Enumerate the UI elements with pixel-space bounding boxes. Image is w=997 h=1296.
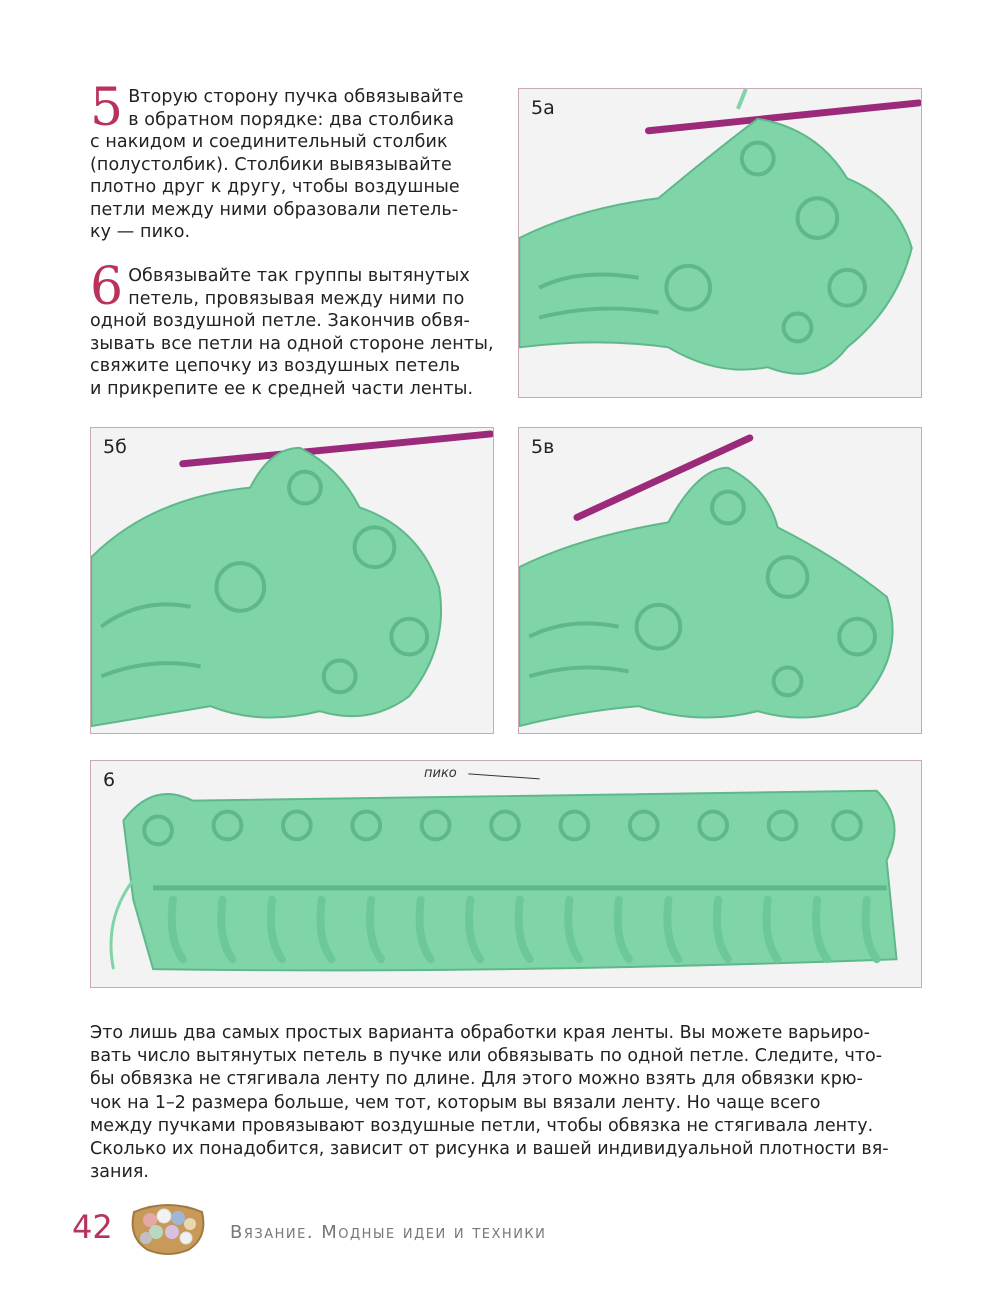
body-line-4: чок на 1–2 размера больше, чем тот, которым вы вязали ленту. Но чаще всего [90, 1092, 821, 1113]
step-5-line-3: с накидом и соединительный столбик [90, 132, 448, 152]
photo-5b [90, 427, 494, 734]
step-6-number: 6 [90, 257, 124, 317]
photo-5a [518, 88, 922, 398]
body-line-1: Это лишь два самых простых варианта обработки края ленты. Вы можете варьиро- [90, 1023, 870, 1043]
body-line-7: зания. [90, 1162, 149, 1183]
step-6-line-2: петель, провязывая между ними по [128, 288, 465, 309]
step-5 [90, 78, 500, 244]
photo-5v [518, 427, 922, 734]
step-5-line-5: плотно друг к другу, чтобы воздушные [90, 177, 460, 197]
step-6-line-4: зывать все петли на одной стороне ленты, [90, 333, 494, 354]
step-6-line-6: и прикрепите ее к средней части ленты. [90, 378, 474, 399]
photo-5b-label: 5б [103, 436, 127, 458]
step-6-line-1: Обвязывайте так группы вытянутых [128, 266, 470, 286]
photo-5a-label: 5а [531, 97, 555, 119]
body-paragraph [90, 1022, 920, 1184]
step-5-line-2: в обратном порядке: два столбика [128, 109, 455, 130]
body-line-6: Сколько их понадобится, зависит от рисунка и вашей индивидуальной плотности вя- [90, 1139, 889, 1160]
photo-6 [90, 760, 922, 988]
page-number: 42 [72, 1208, 113, 1246]
yarn-basket-icon [128, 1198, 208, 1256]
body-line-2: вать число вытянутых петель в пучке или обвязывать по одной петле. Следите, что- [90, 1046, 883, 1067]
book-title: Вязание. Модные идеи и техники [230, 1222, 547, 1243]
picot-label: пико [424, 766, 457, 781]
body-line-3: бы обвязка не стягивала ленту по длине. Для этого можно взять для обвязки крю- [90, 1069, 863, 1090]
step-6-line-5: свяжите цепочку из воздушных петель [90, 356, 461, 376]
step-6-line-3: одной воздушной петле. Закончив обвя- [90, 311, 470, 331]
step-5-line-6: петли между ними образовали петель- [90, 199, 459, 220]
step-5-line-4: (полустолбик). Столбики вывязывайте [90, 154, 452, 175]
body-line-5: между пучками провязывают воздушные петли, чтобы обвязка не стягивала ленту. [90, 1115, 874, 1136]
crochet-swatch-5a [519, 89, 921, 397]
step-5-number: 5 [90, 78, 124, 138]
step-5-line-7: ку — пико. [90, 222, 191, 242]
step-6 [90, 257, 500, 400]
crochet-swatch-5v [519, 428, 921, 733]
photo-6-label: 6 [103, 769, 116, 791]
crochet-swatch-5b [91, 428, 493, 733]
photo-5v-label: 5в [531, 436, 555, 458]
crochet-ribbon-6 [91, 761, 921, 987]
step-5-line-1: Вторую сторону пучка обвязывайте [128, 87, 464, 107]
